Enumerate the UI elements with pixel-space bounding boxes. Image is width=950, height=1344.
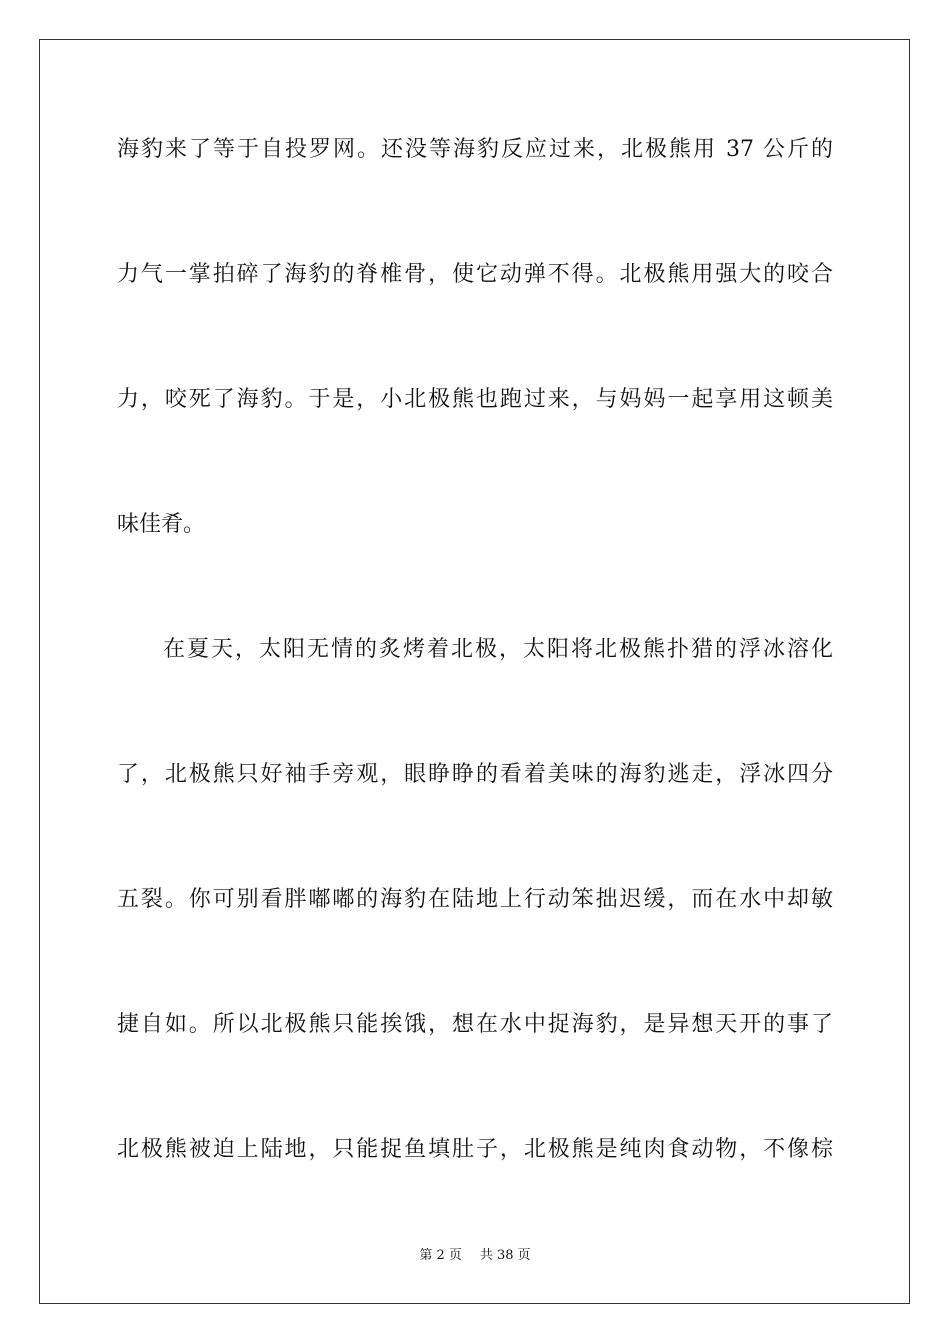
text-line-3: 力，咬死了海豹。于是，小北极熊也跑过来，与妈妈一起享用这顿美	[117, 387, 833, 412]
page-number: 第 2 页	[419, 1248, 462, 1263]
text-line-2: 力气一掌拍碎了海豹的脊椎骨，使它动弹不得。北极熊用强大的咬合	[117, 262, 833, 287]
text-line-8: 捷自如。所以北极熊只能挨饿，想在水中捉海豹，是异想天开的事了	[117, 1012, 833, 1037]
text-line-6: 了，北极熊只好袖手旁观，眼睁睁的看着美味的海豹逃走，浮冰四分	[117, 762, 833, 787]
text-line-9: 北极熊被迫上陆地，只能捉鱼填肚子，北极熊是纯肉食动物，不像棕	[117, 1137, 833, 1162]
page-border	[39, 39, 910, 1304]
text-line-7: 五裂。你可别看胖嘟嘟的海豹在陆地上行动笨拙迟缓，而在水中却敏	[117, 887, 833, 912]
text-line-4: 味佳肴。	[117, 512, 206, 537]
page-total: 共 38 页	[479, 1248, 531, 1263]
text-line-1: 海豹来了等于自投罗网。还没等海豹反应过来，北极熊用 37 公斤的	[117, 137, 833, 162]
text-line-5: 在夏天，太阳无情的炙烤着北极，太阳将北极熊扑猎的浮冰溶化	[163, 637, 833, 662]
page-footer	[0, 1247, 950, 1265]
